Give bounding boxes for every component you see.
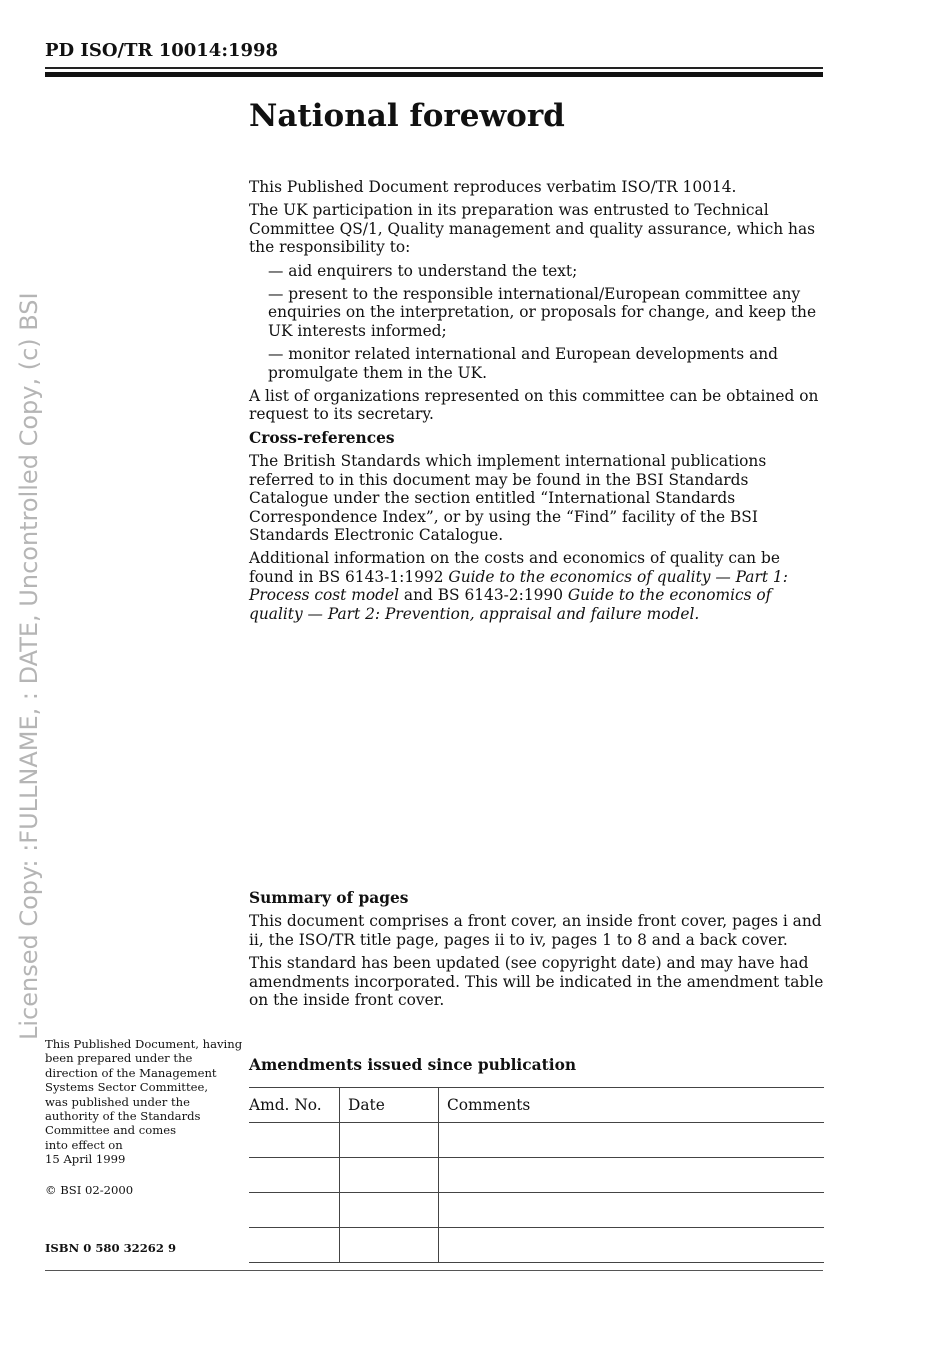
column-header: Date bbox=[340, 1088, 439, 1123]
header-rule-thin bbox=[45, 67, 823, 69]
table-row bbox=[249, 1158, 824, 1193]
foreword-body bbox=[249, 178, 824, 628]
table-cell bbox=[439, 1123, 825, 1158]
table-cell bbox=[249, 1158, 340, 1193]
paragraph: The UK participation in its preparation was entrusted to Technical Committee QS/1, Quality management and quality assurance, which has the responsibility to: bbox=[249, 201, 816, 257]
list-item: — present to the responsible international/European committee any enquiries on the interpretation, or proposals for change, and keep the UK interests informed; bbox=[268, 285, 817, 340]
table-header-row bbox=[249, 1088, 824, 1123]
text-run: and BS 6143-2:1990 bbox=[399, 586, 568, 605]
table-cell bbox=[439, 1158, 825, 1193]
paragraph: A list of organizations represented on this committee can be obtained on request to its secretary. bbox=[249, 387, 819, 424]
table-cell bbox=[340, 1193, 439, 1228]
column-header: Comments bbox=[439, 1088, 825, 1123]
note-line: 15 April 1999 bbox=[45, 1152, 126, 1167]
isbn: ISBN 0 580 32262 9 bbox=[45, 1241, 177, 1255]
title-citation: Guide to the economics of quality — Part 1: Process cost model bbox=[249, 567, 788, 605]
note-line: was published under the bbox=[45, 1094, 191, 1109]
paragraph: This Published Document reproduces verbatim ISO/TR 10014. bbox=[249, 178, 737, 196]
table-cell bbox=[439, 1193, 825, 1228]
note-line: authority of the Standards bbox=[45, 1109, 201, 1124]
paragraph: This document comprises a front cover, an inside front cover, pages i and ii, the ISO/TR title page, pages ii to iv, pages 1 to 8 and a back cover. bbox=[249, 912, 822, 949]
table-cell bbox=[340, 1228, 439, 1263]
column-header: Amd. No. bbox=[249, 1088, 340, 1123]
table-row bbox=[249, 1123, 824, 1158]
note-line: Systems Sector Committee, bbox=[45, 1080, 209, 1095]
paragraph: The British Standards which implement international publications referred to in this document may be found in the BSI Standards Catalogue under the section entitled “International Standards Correspondence Index”, or by using the “Find” facility of the BSI Standards Electronic Catalogue. bbox=[249, 452, 767, 544]
table-row bbox=[249, 1228, 824, 1263]
copyright: © BSI 02-2000 bbox=[45, 1182, 134, 1197]
list-item: — aid enquirers to understand the text; bbox=[268, 261, 578, 280]
text-run: Additional information on the costs and economics of quality can be found in BS 6143-1:1992 bbox=[249, 549, 780, 586]
cross-references-heading: Cross-references bbox=[249, 428, 395, 447]
paragraph bbox=[249, 549, 824, 623]
document-id: PD ISO/TR 10014:1998 bbox=[45, 40, 279, 61]
note-line: Committee and comes bbox=[45, 1123, 177, 1138]
note-line: been prepared under the bbox=[45, 1051, 193, 1066]
amendments-heading: Amendments issued since publication bbox=[249, 1056, 577, 1074]
publication-note bbox=[45, 1037, 250, 1197]
summary-section bbox=[249, 889, 824, 1014]
table-cell bbox=[439, 1228, 825, 1263]
title-citation: Guide to the economics of quality — Part 2: Prevention, appraisal and failure model. bbox=[249, 586, 772, 623]
watermark-text: Licensed Copy: :FULLNAME, : DATE, Uncontrolled Copy, (c) BSI bbox=[15, 292, 43, 1040]
note-line: direction of the Management bbox=[45, 1065, 217, 1080]
table-cell bbox=[249, 1193, 340, 1228]
summary-heading: Summary of pages bbox=[249, 889, 409, 907]
note-line: This Published Document, having bbox=[45, 1037, 243, 1051]
list-item: — monitor related international and European developments and promulgate them in the UK. bbox=[268, 345, 779, 382]
header-rule-thick bbox=[45, 72, 823, 77]
page-title: National foreword bbox=[249, 98, 565, 134]
table-cell bbox=[249, 1123, 340, 1158]
table-row bbox=[249, 1193, 824, 1228]
footer-rule bbox=[45, 1270, 823, 1271]
paragraph: This standard has been updated (see copyright date) and may have had amendments incorporated. This will be indicated in the amendment table on the inside front cover. bbox=[249, 954, 824, 1010]
table-cell bbox=[340, 1123, 439, 1158]
table-cell bbox=[340, 1158, 439, 1193]
note-line: into effect on bbox=[45, 1137, 123, 1152]
amendments-table bbox=[249, 1087, 824, 1263]
table-cell bbox=[249, 1228, 340, 1263]
